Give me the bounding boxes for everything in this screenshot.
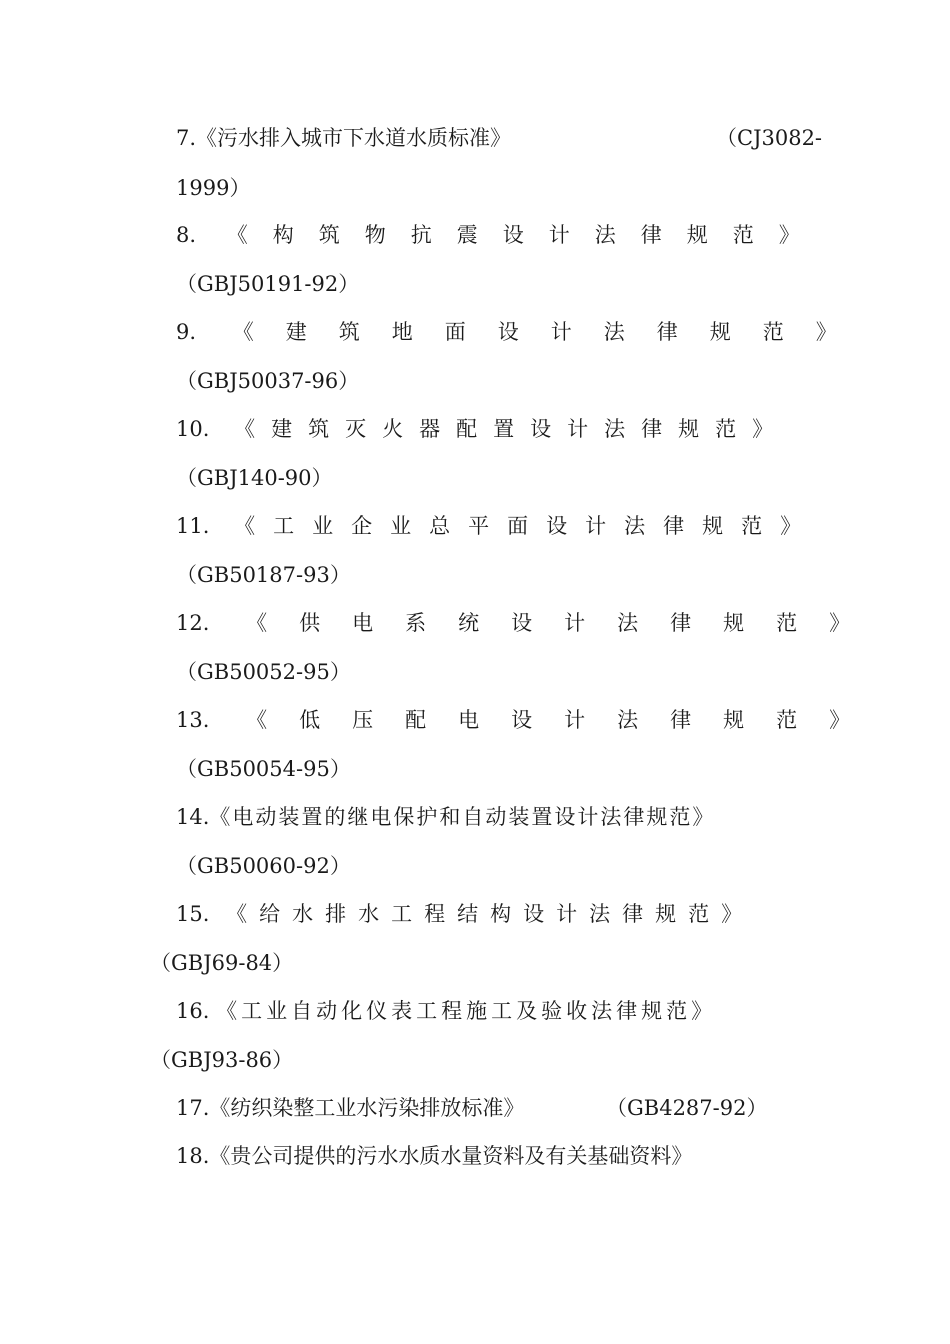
- item-code: （GB50060-92）: [176, 854, 351, 878]
- item-code: （GBJ93-86）: [150, 1048, 294, 1072]
- item-number: 9.: [176, 320, 197, 344]
- item-title: 《给水排水工程结构设计法律规范》: [226, 902, 755, 926]
- item-number: 15.: [176, 902, 210, 926]
- item-title: 《贵公司提供的污水水质水量资料及有关基础资料》: [209, 1144, 693, 1168]
- item-title: 《工业企业总平面设计法律规范》: [234, 514, 820, 538]
- item-number: 17.: [176, 1096, 210, 1120]
- list-item-13: [176, 706, 882, 734]
- item-title: 《纺织染整工业水污染排放标准》: [209, 1096, 525, 1120]
- list-item-12: [176, 609, 882, 637]
- list-item-9: [176, 318, 869, 346]
- item-title: 《污水排入城市下水道水质标准》: [196, 126, 512, 150]
- item-number: 8.: [176, 223, 197, 247]
- list-item-8: [176, 221, 825, 249]
- list-item-11: [176, 512, 819, 540]
- item-title: 《构筑物抗震设计法律规范》: [226, 223, 825, 247]
- list-item-16: [176, 997, 716, 1025]
- item-code: （GBJ50037-96）: [176, 369, 360, 393]
- item-code: （GBJ50191-92）: [176, 272, 360, 296]
- item-code: （GB50187-93）: [176, 563, 351, 587]
- list-item-7: [176, 124, 511, 152]
- list-item-14: [176, 803, 715, 831]
- item-number: 7.: [176, 126, 197, 150]
- item-number: 11.: [176, 514, 210, 538]
- list-item-17: [176, 1094, 524, 1122]
- item-number: 13.: [176, 708, 210, 732]
- item-number: 18.: [176, 1144, 210, 1168]
- item-number: 14.: [176, 805, 210, 829]
- item-code: （CJ3082-: [716, 126, 823, 150]
- item-title: 《电动装置的继电保护和自动装置设计法律规范》: [209, 805, 716, 829]
- item-code: （GB4287-92）: [606, 1096, 768, 1120]
- item-number: 16.: [176, 999, 210, 1023]
- item-number: 12.: [176, 611, 210, 635]
- list-item-15: [176, 900, 754, 928]
- list-item-10: [176, 415, 789, 443]
- item-code: （GB50054-95）: [176, 757, 351, 781]
- item-code: （GBJ140-90）: [176, 466, 333, 490]
- item-number: 10.: [176, 417, 210, 441]
- item-title: 《建筑灭火器配置设计法律规范》: [234, 417, 790, 441]
- item-code: （GBJ69-84）: [150, 951, 294, 975]
- item-title: 《建筑地面设计法律规范》: [232, 320, 869, 344]
- item-title: 《供电系统设计法律规范》: [246, 611, 883, 635]
- item-code-continued: 1999）: [176, 176, 251, 200]
- item-title: 《工业自动化仪表工程施工及验收法律规范》: [216, 999, 717, 1023]
- list-item-18: [176, 1142, 692, 1170]
- item-title: 《低压配电设计法律规范》: [246, 708, 883, 732]
- item-code: （GB50052-95）: [176, 660, 351, 684]
